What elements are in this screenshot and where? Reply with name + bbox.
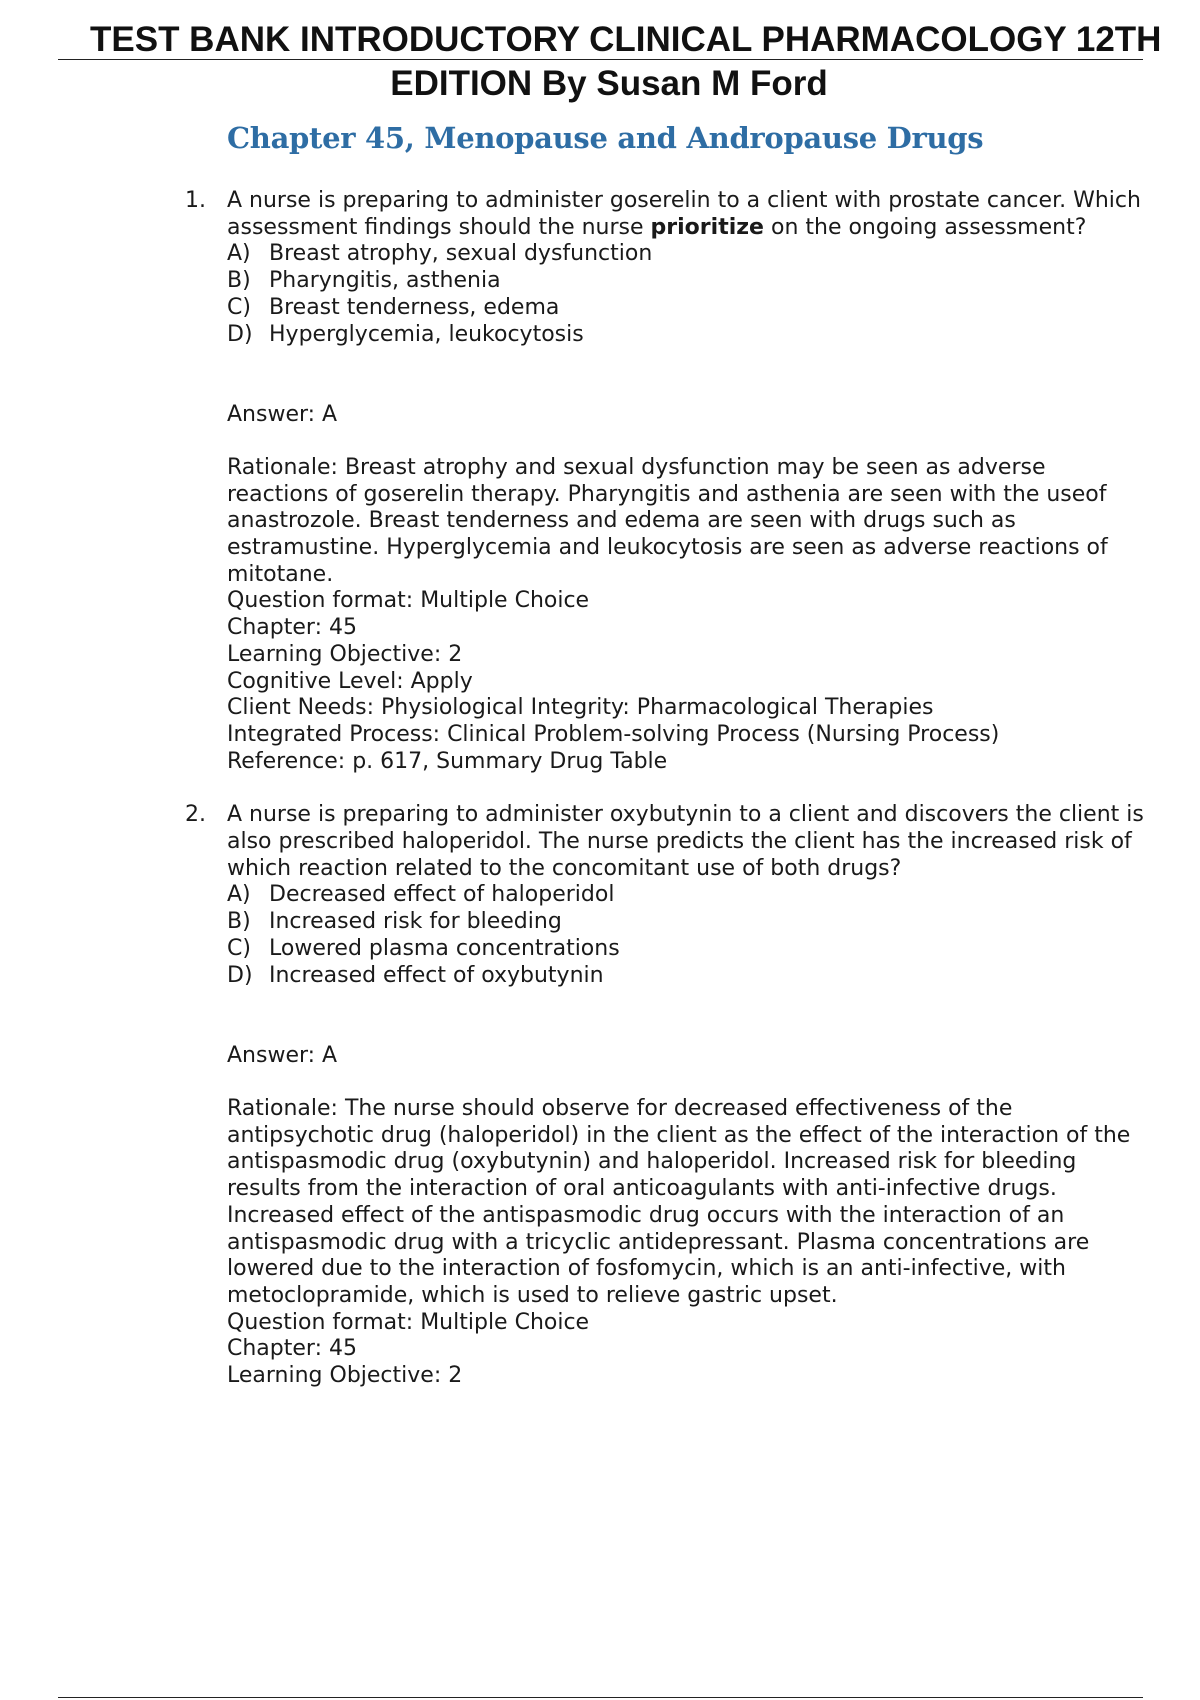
meta-learning-objective: Learning Objective: 2 <box>227 1363 463 1389</box>
question-number: 1. <box>185 188 206 213</box>
rationale: Rationale: The nurse should observe for decreased effectiveness of the antipsychotic drug (haloperidol) in the client as the effect of the interaction of the antispasmodic drug (oxybutynin) and haloperidol. Increased risk for bleeding results from the interaction of oral anticoagulants with anti-infective drugs. Increased effect of the antispasmodic drug occurs with the interaction of an antispasmodic drug with a tricyclic antidepressant. Plasma concentrations are lowered due to the interaction of fosfomycin, which is an anti-infective, with metoclopramide, which is used to relieve gastric upset. <box>227 1095 1131 1308</box>
header-rule <box>58 59 1143 60</box>
answer: Answer: A <box>227 402 338 428</box>
meta-client-needs: Client Needs: Physiological Integrity: Pharmacological Therapies <box>227 695 934 721</box>
question-number: 2. <box>185 802 206 828</box>
meta-learning-objective: Learning Objective: 2 <box>227 641 463 667</box>
option-a: A) Decreased effect of haloperidol <box>227 882 615 908</box>
header-title-line2: EDITION By Susan M Ford <box>390 64 828 103</box>
meta-question-format: Question format: Multiple Choice <box>227 1309 590 1335</box>
question-metadata <box>227 588 1147 775</box>
question-1 <box>185 188 1147 775</box>
option-d: D) Hyperglycemia, leukocytosis <box>227 321 584 347</box>
meta-cognitive-level: Cognitive Level: Apply <box>227 668 473 694</box>
header-title-line1: TEST BANK INTRODUCTORY CLINICAL PHARMACOLOGY 12TH <box>90 20 1162 59</box>
question-metadata <box>227 1310 1147 1390</box>
option-a: A) Breast atrophy, sexual dysfunction <box>227 241 653 267</box>
question-stem: A nurse is preparing to administer goserelin to a client with prostate cancer. Which assessment findings should the nurse prioritize on the ongoing assessment? <box>227 188 1141 240</box>
meta-reference: Reference: p. 617, Summary Drug Table <box>227 748 668 774</box>
question-2 <box>185 802 1147 1389</box>
emphasis-word: prioritize <box>650 214 764 240</box>
option-c: C) Lowered plasma concentrations <box>227 935 620 961</box>
meta-integrated-process: Integrated Process: Clinical Problem-solving Process (Nursing Process) <box>227 721 1000 747</box>
rationale: Rationale: Breast atrophy and sexual dysfunction may be seen as adverse reactions of goserelin therapy. Pharyngitis and asthenia are seen with the useof anastrozole. Breast tenderness and edema are seen with drugs such as estramustine. Hyperglycemia and leukocytosis are seen as adverse reactions of mitotane. <box>227 454 1108 587</box>
option-b: B) Increased risk for bleeding <box>227 909 562 935</box>
meta-chapter: Chapter: 45 <box>227 615 357 641</box>
answer-options <box>227 241 1147 348</box>
meta-question-format: Question format: Multiple Choice <box>227 588 590 614</box>
document-header <box>58 18 1200 106</box>
questions-content <box>185 188 1147 1390</box>
meta-chapter: Chapter: 45 <box>227 1336 357 1362</box>
answer-options <box>227 882 1147 989</box>
answer: Answer: A <box>227 1043 338 1069</box>
footer-rule <box>58 1697 1143 1698</box>
option-c: C) Breast tenderness, edema <box>227 294 560 320</box>
chapter-title: Chapter 45, Menopause and Andropause Drugs <box>227 121 984 155</box>
option-d: D) Increased effect of oxybutynin <box>227 962 604 988</box>
option-b: B) Pharyngitis, asthenia <box>227 268 501 294</box>
question-stem: A nurse is preparing to administer oxybutynin to a client and discovers the client is also prescribed haloperidol. The nurse predicts the client has the increased risk of which reaction related to the concomitant use of both drugs? <box>227 802 1144 881</box>
